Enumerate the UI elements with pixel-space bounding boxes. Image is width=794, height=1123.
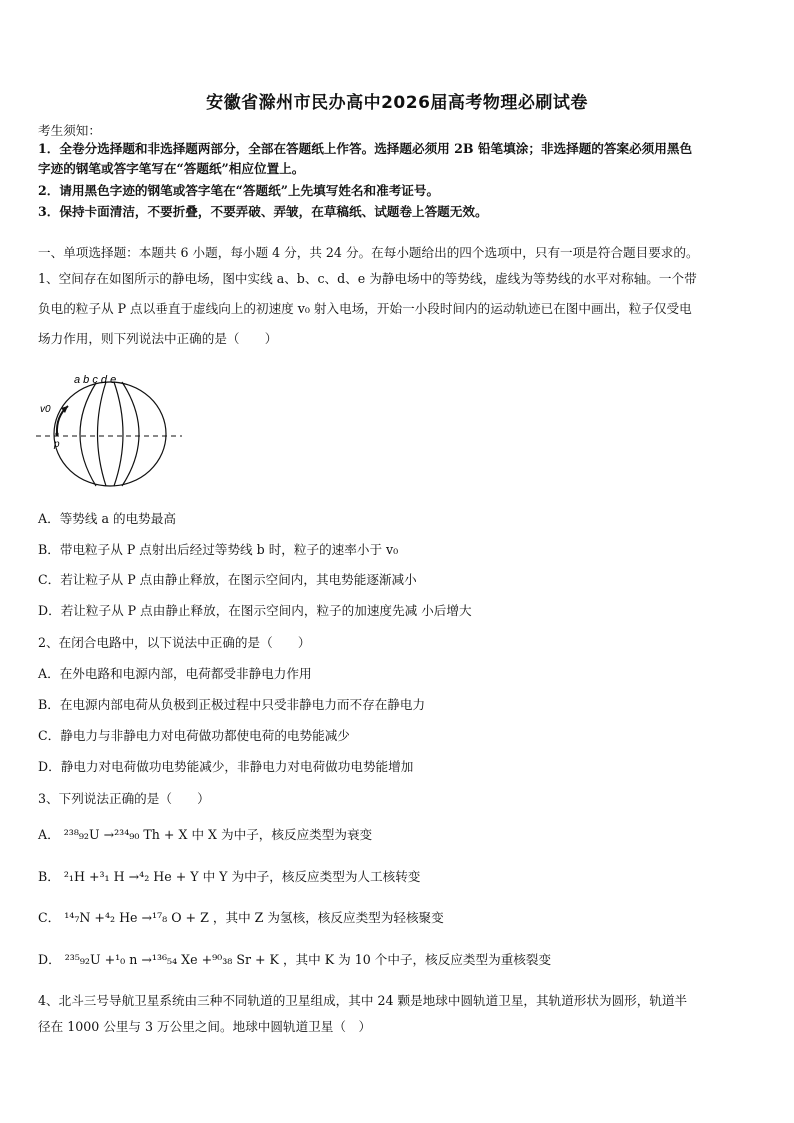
option-text: 中 Y 为中子，核反应类型为人工核转变 (202, 869, 421, 884)
option-d: D．若让粒子从 P 点由静止释放，在图示空间内，粒子的加速度先减 小后增大 (38, 603, 472, 618)
equipotential-figure (34, 370, 184, 490)
question-stem-line: 2、在闭合电路中，以下说法中正确的是（ ） (38, 635, 311, 650)
option-label: D． (38, 952, 61, 967)
question-stem-line: 径在 1000 公里与 3 万公里之间。地球中圆轨道卫星（ ） (38, 1019, 372, 1034)
page-title: 安徽省滁州市民办高中2026届高考物理必刷试卷 (206, 93, 588, 113)
option-c (38, 909, 758, 927)
notice-item: 1．全卷分选择题和非选择题两部分，全部在答题纸上作答。选择题必须用 2B 铅笔填涂；非选择题的答案必须用黑色 (38, 141, 693, 156)
nuclear-equation: ²₁H +³₁ H →⁴₂ He + Y (63, 869, 199, 884)
question-stem-line: 负电的粒子从 P 点以垂直于虚线向上的初速度 v₀ 射入电场，开始一小段时间内的运动轨迹已在图中画出，粒子仅受电 (38, 301, 692, 316)
option-text: 中 X 为中子，核反应类型为衰变 (191, 827, 373, 842)
nuclear-equation: ¹⁴₇N +⁴₂ He →¹⁷₈ O + Z (64, 910, 209, 925)
option-c: C．若让粒子从 P 点由静止释放，在图示空间内，其电势能逐渐减小 (38, 572, 417, 587)
question-stem-line: 3、下列说法正确的是（ ） (38, 791, 210, 806)
option-b: B．在电源内部电荷从负极到正极过程中只受非静电力而不存在静电力 (38, 697, 426, 712)
figure-v0-label: v0 (40, 404, 51, 415)
question-stem-line: 场力作用，则下列说法中正确的是（ ） (38, 331, 278, 346)
nuclear-equation: ²³⁵₉₂U +¹₀ n →¹³⁶₅₄ Xe +⁹⁰₃₈ Sr + K (64, 952, 279, 967)
option-label: A． (38, 827, 60, 842)
option-b: B．带电粒子从 P 点射出后经过等势线 b 时，粒子的速率小于 v₀ (38, 542, 399, 557)
option-a: A．等势线 a 的电势最高 (38, 511, 176, 526)
notice-item: 字迹的钢笔或答字笔写在“答题纸”相应位置上。 (38, 161, 305, 176)
notice-item: 3．保持卡面清洁，不要折叠，不要弄破、弄皱，在草稿纸、试题卷上答题无效。 (38, 204, 488, 219)
notice-heading: 考生须知： (38, 123, 101, 138)
option-a: A．在外电路和电源内部，电荷都受非静电力作用 (38, 666, 312, 681)
option-text: ，其中 Z 为氢核，核反应类型为轻核聚变 (212, 910, 444, 925)
nuclear-equation: ²³⁸₉₂U →²³⁴₉₀ Th + X (63, 827, 188, 842)
section-heading: 一、单项选择题：本题共 6 小题，每小题 4 分，共 24 分。在每小题给出的四个选项中，只有一项是符合题目要求的。 (38, 245, 699, 260)
option-c: C．静电力与非静电力对电荷做功都使电荷的电势能减少 (38, 728, 350, 743)
option-label: C． (38, 910, 61, 925)
option-d: D．静电力对电荷做功电势能减少，非静电力对电荷做功电势能增加 (38, 759, 414, 774)
option-d (38, 951, 758, 969)
figure-curve-labels: a b c d e (74, 374, 117, 386)
question-stem-line: 1、空间存在如图所示的静电场，图中实线 a、b、c、d、e 为静电场中的等势线，虚线为等势线的水平对称轴。一个带 (38, 271, 697, 286)
option-label: B． (38, 869, 60, 884)
figure-p-label: p (54, 439, 60, 450)
notice-item: 2．请用黑色字迹的钢笔或答字笔在“答题纸”上先填写姓名和准考证号。 (38, 183, 440, 198)
option-b (38, 868, 758, 886)
option-text: ，其中 K 为 10 个中子，核反应类型为重核裂变 (282, 952, 552, 967)
question-stem-line: 4、北斗三号导航卫星系统由三种不同轨道的卫星组成，其中 24 颗是地球中圆轨道卫星，其轨道形状为圆形，轨道半 (38, 993, 688, 1008)
option-a (38, 826, 758, 844)
